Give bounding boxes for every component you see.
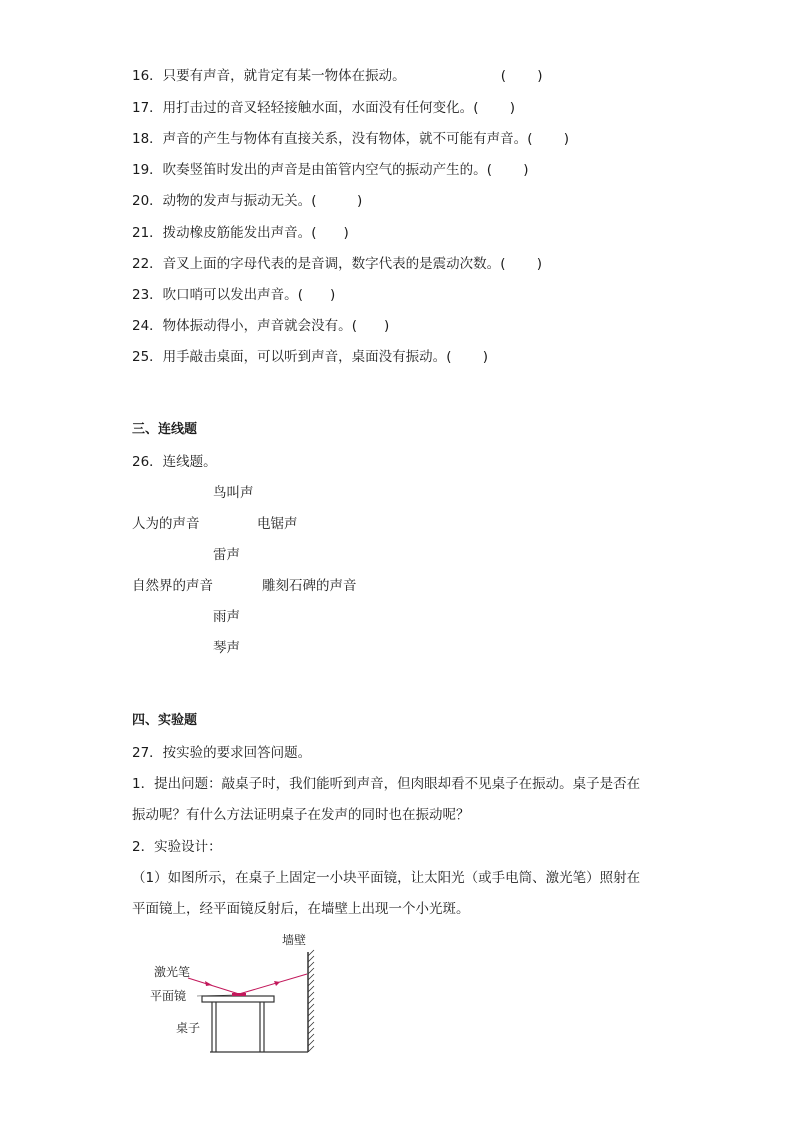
question-20: 20．动物的发声与振动无关。( ) xyxy=(132,193,363,209)
design-heading: 2．实验设计： xyxy=(132,839,222,855)
light-rays xyxy=(188,974,307,994)
laser-label: 激光笔 xyxy=(154,965,191,979)
wall xyxy=(308,950,314,1052)
match-right-item[interactable]: 琴声 xyxy=(213,640,240,656)
problem-text-line2: 振动呢？有什么方法证明桌子在发声的同时也在振动呢？ xyxy=(132,807,470,823)
table-label: 桌子 xyxy=(176,1021,201,1035)
design-text-line2: 平面镜上，经平面镜反射后，在墙壁上出现一个小光斑。 xyxy=(132,901,470,917)
question-27: 27．按实验的要求回答问题。 xyxy=(132,745,312,761)
table xyxy=(202,996,274,1052)
question-18: 18．声音的产生与物体有直接关系，没有物体，就不可能有声音。( ) xyxy=(132,131,570,147)
mirror xyxy=(232,993,246,996)
match-right-item[interactable]: 电锯声 xyxy=(257,516,298,532)
match-right-item[interactable]: 鸟叫声 xyxy=(213,485,254,501)
experiment-figure xyxy=(150,930,350,1060)
section-4-heading: 四、实验题 xyxy=(132,713,198,728)
design-text-line1: （1）如图所示，在桌子上固定一小块平面镜，让太阳光（或手电筒、激光笔）照射在 xyxy=(132,870,641,886)
question-19: 19．吹奏竖笛时发出的声音是由笛管内空气的振动产生的。( ) xyxy=(132,162,529,178)
match-left-item[interactable]: 人为的声音 xyxy=(132,516,200,532)
section-3-heading: 三、连线题 xyxy=(132,422,198,437)
question-26: 26．连线题。 xyxy=(132,454,217,470)
question-16: 16．只要有声音，就肯定有某一物体在振动。 ( ) xyxy=(132,68,543,84)
match-right-item[interactable]: 雷声 xyxy=(213,547,240,563)
question-25: 25．用手敲击桌面，可以听到声音，桌面没有振动。( ) xyxy=(132,349,489,365)
problem-text-line1: 1．提出问题：敲桌子时，我们能听到声音，但肉眼却看不见桌子在振动。桌子是否在 xyxy=(132,776,641,792)
question-24: 24．物体振动得小，声音就会没有。( ) xyxy=(132,318,390,334)
mirror-label: 平面镜 xyxy=(150,989,187,1003)
wall-label: 墙壁 xyxy=(282,933,307,947)
question-17: 17．用打击过的音叉轻轻接触水面，水面没有任何变化。( ) xyxy=(132,100,516,116)
question-22: 22．音叉上面的字母代表的是音调，数字代表的是震动次数。( ) xyxy=(132,256,543,272)
match-right-item[interactable]: 雕刻石碑的声音 xyxy=(262,578,357,594)
match-left-item[interactable]: 自然界的声音 xyxy=(132,578,213,594)
question-21: 21．拨动橡皮筋能发出声音。( ) xyxy=(132,225,349,241)
match-right-item[interactable]: 雨声 xyxy=(213,609,240,625)
question-23: 23．吹口哨可以发出声音。( ) xyxy=(132,287,336,303)
